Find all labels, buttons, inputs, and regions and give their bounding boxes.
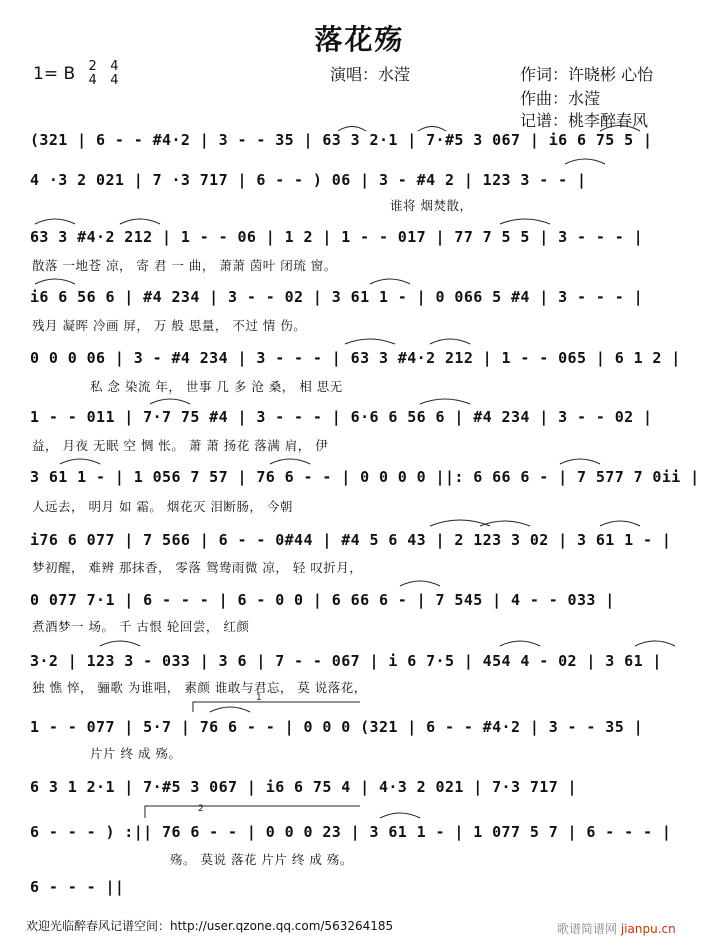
lyrics-line-10: 独 憔 悴， 骊歌 为谁唱， 素颜 谁敢与君忘， 莫 说落花，	[32, 680, 367, 695]
watermark-prefix: 歌谱简谱网	[557, 922, 618, 936]
slur	[270, 459, 310, 464]
volta-2-bracket	[145, 806, 360, 818]
lyrics-line-6: 益， 月夜 无眠 空 惆 怅。 萧 萧 扬花 落满 肩， 伊	[32, 438, 329, 453]
slur	[345, 339, 395, 344]
slur	[560, 459, 600, 464]
lyrics-line-2: 谁将 烟焚散，	[390, 198, 473, 213]
score-line-5: 0 0 0 06 | 3 - #4 234 | 3 - - - | 63 3 #4·2 212 | 1 - - 065 | 6 1 2 |	[30, 349, 681, 367]
slur	[35, 279, 75, 284]
score-line-4: i6 6 56 6 | #4 234 | 3 - - 02 | 3 61 1 - | 0 066 5 #4 | 3 - - - |	[30, 288, 643, 306]
time-signature-2-4: 2 4	[88, 59, 97, 88]
slur	[400, 581, 440, 586]
score-line-11: 1 - - 077 | 5·7 | 76 6 - - | 0 0 0 (321 | 6 - - #4·2 | 3 - - 35 |	[30, 718, 643, 736]
lyrics-line-13: 殇。 莫说 落花 片片 终 成 殇。	[170, 852, 353, 867]
transcriber-credit: 记谱：桃李醉春风	[520, 111, 649, 130]
score-line-9: 0 077 7·1 | 6 - - - | 6 - 0 0 | 6 66 6 - | 7 545 | 4 - - 033 |	[30, 591, 615, 609]
volta-2-number: 2	[198, 804, 204, 814]
singer-credit: 演唱：水滢	[330, 65, 411, 84]
score-line-10: 3·2 | 123 3 - 033 | 3 6 | 7 - - 067 | i 6 7·5 | 454 4 - 02 | 3 61 |	[30, 652, 662, 670]
slur	[60, 459, 100, 464]
lyrics-line-7: 人远去， 明月 如 霜。 烟花灭 泪断肠， 今朝	[32, 499, 293, 514]
score-line-6: 1 - - 011 | 7·7 75 #4 | 3 - - - | 6·6 6 56 6 | #4 234 | 3 - - 02 |	[30, 408, 653, 426]
lyrics-line-8: 梦初醒， 难辨 那抹香， 零落 鸳鸯雨微 凉， 轻 叹折月，	[32, 560, 363, 575]
slur	[100, 641, 140, 646]
slur	[480, 521, 530, 526]
slur	[430, 520, 490, 526]
time-signature-4-4: 4 4	[110, 59, 119, 88]
slur	[210, 707, 250, 712]
key-label: 1= B	[33, 64, 76, 84]
slur	[420, 399, 470, 404]
lyrics-line-5: 私 念 染流 年， 世事 几 多 沧 桑， 相 思无	[90, 379, 343, 394]
score-line-3: 63 3 #4·2 212 | 1 - - 06 | 1 2 | 1 - - 017 | 77 7 5 5 | 3 - - - |	[30, 228, 643, 246]
song-title: 落花殇	[314, 23, 405, 56]
score-line-1: (321 | 6 - - #4·2 | 3 - - 35 | 63 3 2·1 | 7·#5 3 067 | i6 6 75 5 |	[30, 131, 653, 149]
lyrics-line-3: 散落 一地苍 凉， 寄 君 一 曲， 萧萧 茵叶 闭琉 窗。	[32, 258, 337, 273]
lyrics-line-11: 片片 终 成 殇。	[90, 746, 182, 761]
composer-credit: 作曲：水滢	[520, 89, 601, 108]
slur	[120, 219, 160, 224]
slur	[500, 219, 550, 224]
slur	[600, 521, 640, 526]
watermark	[557, 920, 676, 937]
slur	[500, 641, 540, 646]
key-signature	[33, 60, 119, 88]
lyrics-line-9: 煮酒梦一 场。 千 古恨 轮回尝， 红颜	[32, 619, 250, 634]
slur	[430, 339, 470, 344]
slur	[635, 641, 675, 646]
slur	[370, 279, 410, 284]
slur	[150, 399, 190, 404]
score-line-14: 6 - - - ||	[30, 878, 125, 896]
slur	[35, 219, 75, 224]
volta-1-bracket	[193, 702, 360, 712]
lyricist-credit: 作词：许晓彬 心怡	[520, 65, 654, 84]
footer-text: 欢迎光临醉春风记谱空间：http://user.qzone.qq.com/563264185	[26, 919, 394, 933]
watermark-url: jianpu.cn	[620, 922, 676, 936]
score-line-2: 4 ·3 2 021 | 7 ·3 717 | 6 - - ) 06 | 3 - #4 2 | 123 3 - - |	[30, 171, 587, 189]
score-line-7: 3 61 1 - | 1 056 7 57 | 76 6 - - | 0 0 0 0 ||: 6 66 6 - | 7 577 7 0ii |	[30, 468, 700, 486]
score-line-13: 6 - - - ) :|| 76 6 - - | 0 0 0 23 | 3 61 1 - | 1 077 5 7 | 6 - - - |	[30, 823, 672, 841]
score-line-8: i76 6 077 | 7 566 | 6 - - 0#44 | #4 5 6 43 | 2 123 3 02 | 3 61 1 - |	[30, 531, 672, 549]
volta-1-number: 1	[256, 693, 262, 703]
slur	[565, 159, 605, 164]
lyrics-line-4: 残月 凝晖 冷画 屏， 万 般 思量， 不过 情 伤。	[32, 318, 307, 333]
slur	[380, 813, 420, 818]
score-line-12: 6 3 1 2·1 | 7·#5 3 067 | i6 6 75 4 | 4·3 2 021 | 7·3 717 |	[30, 778, 577, 796]
